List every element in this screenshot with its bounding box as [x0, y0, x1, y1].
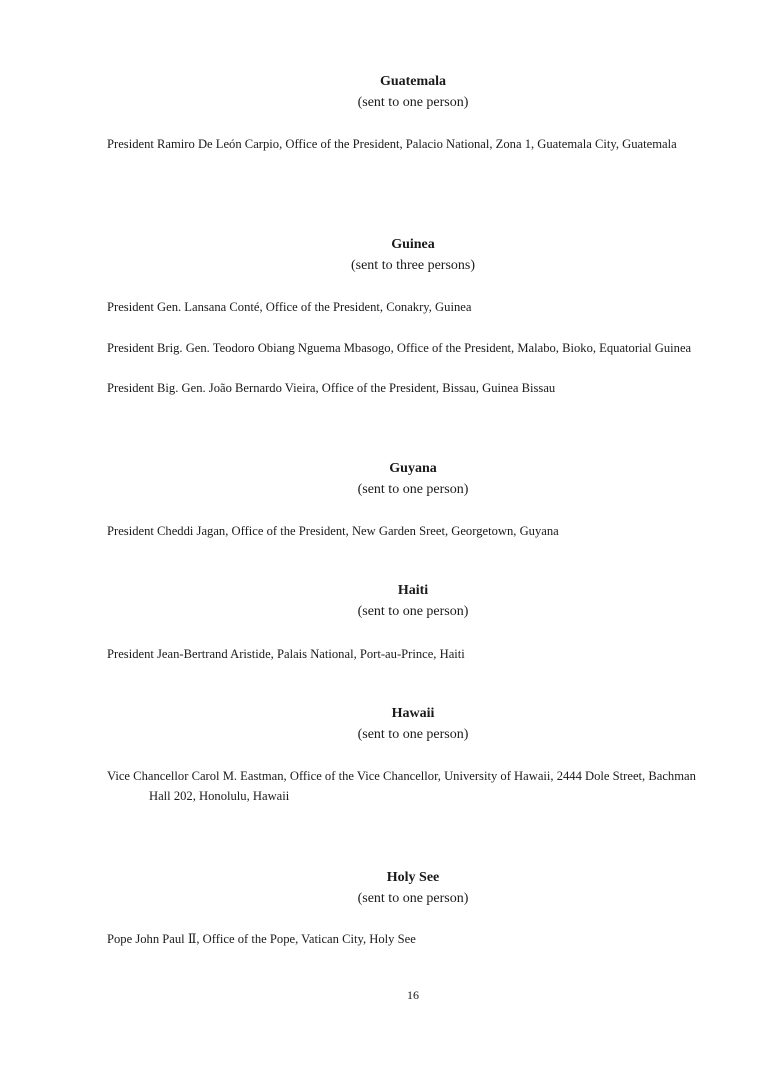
- section-heading-hawaii: Hawaii: [391, 706, 435, 721]
- section-recipient-count-holy-see: (sent to one person): [357, 891, 469, 906]
- section-recipient-count-haiti: (sent to one person): [357, 604, 469, 619]
- section-recipient-count-hawaii: (sent to one person): [357, 727, 469, 742]
- recipient-entry: Pope John Paul Ⅱ, Office of the Pope, Vatican City, Holy See: [107, 932, 416, 946]
- page-number: 16: [407, 988, 419, 1002]
- recipient-entry: President Jean-Bertrand Aristide, Palais National, Port-au-Prince, Haiti: [107, 647, 465, 661]
- section-heading-haiti: Haiti: [397, 583, 429, 598]
- section-recipient-count-guatemala: (sent to one person): [357, 95, 469, 110]
- recipient-entry: President Big. Gen. João Bernardo Vieira, Office of the President, Bissau, Guinea Bissau: [107, 381, 556, 395]
- recipient-entry: President Brig. Gen. Teodoro Obiang Nguema Mbasogo, Office of the President, Malabo, Bioko, Equatorial Guinea: [107, 341, 692, 355]
- section-heading-guinea: Guinea: [391, 237, 435, 252]
- section-heading-holy-see: Holy See: [386, 870, 440, 885]
- recipient-entry: President Ramiro De León Carpio, Office of the President, Palacio National, Zona 1, Guatemala City, Guatemala: [107, 137, 677, 151]
- recipient-entry: President Gen. Lansana Conté, Office of the President, Conakry, Guinea: [107, 300, 472, 314]
- section-recipient-count-guinea: (sent to three persons): [350, 258, 476, 273]
- section-recipient-count-guyana: (sent to one person): [357, 482, 469, 497]
- recipient-entry: President Cheddi Jagan, Office of the President, New Garden Sreet, Georgetown, Guyana: [107, 524, 559, 538]
- section-heading-guyana: Guyana: [389, 461, 437, 476]
- section-heading-guatemala: Guatemala: [379, 74, 447, 89]
- recipient-entry: Vice Chancellor Carol M. Eastman, Office of the Vice Chancellor, University of Hawaii, 2444 Dole Street, Bachman Hall 202, Honolulu, Hawaii: [107, 769, 696, 803]
